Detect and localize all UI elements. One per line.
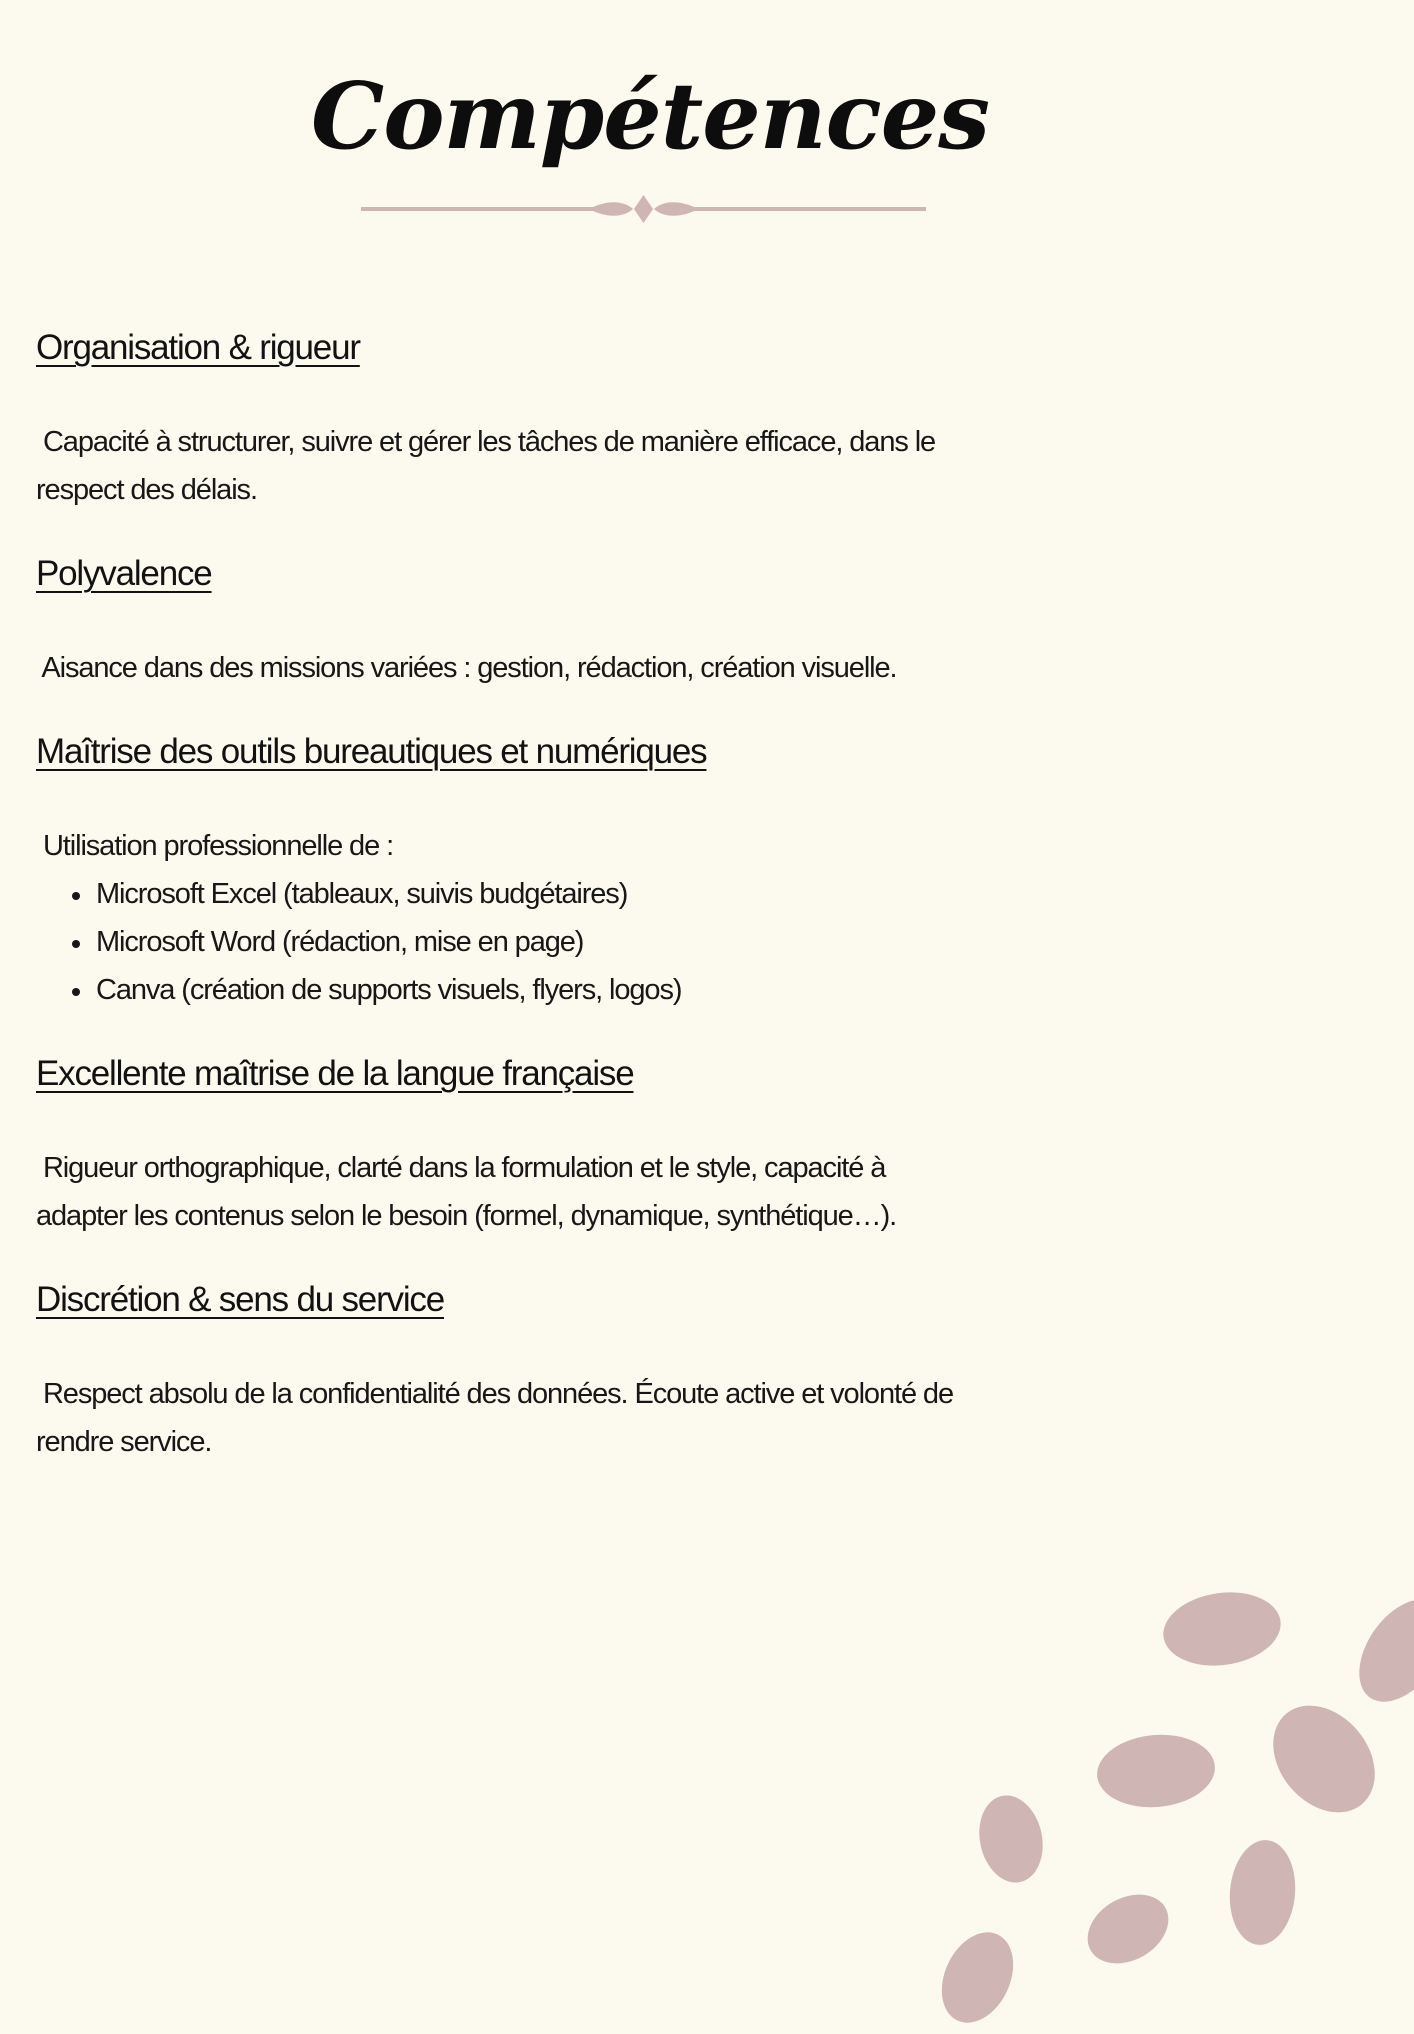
section-text: Aisance dans des missions variées : gestion, rédaction, création visuelle. [36, 652, 897, 684]
section-heading: Discrétion & sens du service [36, 1280, 444, 1319]
ornamental-divider [361, 192, 926, 228]
section-text: Respect absolu de la confidentialité des données. Écoute active et volonté de rendre service. [36, 1378, 953, 1458]
skills-content [36, 318, 1166, 1466]
section-heading: Polyvalence [36, 554, 212, 593]
list-item: Canva (création de supports visuels, flyers, logos) [96, 966, 1166, 1014]
decorative-blob [1075, 1881, 1180, 1978]
decorative-blob [1226, 1837, 1300, 1947]
section-organisation [36, 318, 1166, 514]
section-langue [36, 1044, 1166, 1240]
decorative-blob [1159, 1585, 1286, 1673]
decorative-blob [1094, 1730, 1218, 1812]
section-heading: Excellente maîtrise de la langue française [36, 1054, 634, 1093]
list-item: Microsoft Excel (tableaux, suivis budgétaires) [96, 870, 1166, 918]
section-text: Utilisation professionnelle de : [36, 830, 394, 862]
decorative-blob [1341, 1583, 1414, 1717]
section-heading: Organisation & rigueur [36, 328, 360, 367]
decorative-blob [1252, 1686, 1395, 1833]
section-text: Rigueur orthographique, clarté dans la formulation et le style, capacité à adapter les contenus selon le besoin (formel, dynamique, synthétique…). [36, 1152, 897, 1232]
page-title: Compétences [310, 62, 990, 170]
tools-list [36, 870, 1166, 1014]
section-text: Capacité à structurer, suivre et gérer les tâches de manière efficace, dans le respect des délais. [36, 426, 936, 506]
section-heading: Maîtrise des outils bureautiques et numériques [36, 732, 707, 771]
decorative-blob [928, 1921, 1027, 2034]
decorative-blob [972, 1790, 1051, 1889]
section-discretion [36, 1270, 1166, 1466]
section-polyvalence [36, 544, 1166, 692]
section-outils [36, 722, 1166, 1014]
list-item: Microsoft Word (rédaction, mise en page) [96, 918, 1166, 966]
